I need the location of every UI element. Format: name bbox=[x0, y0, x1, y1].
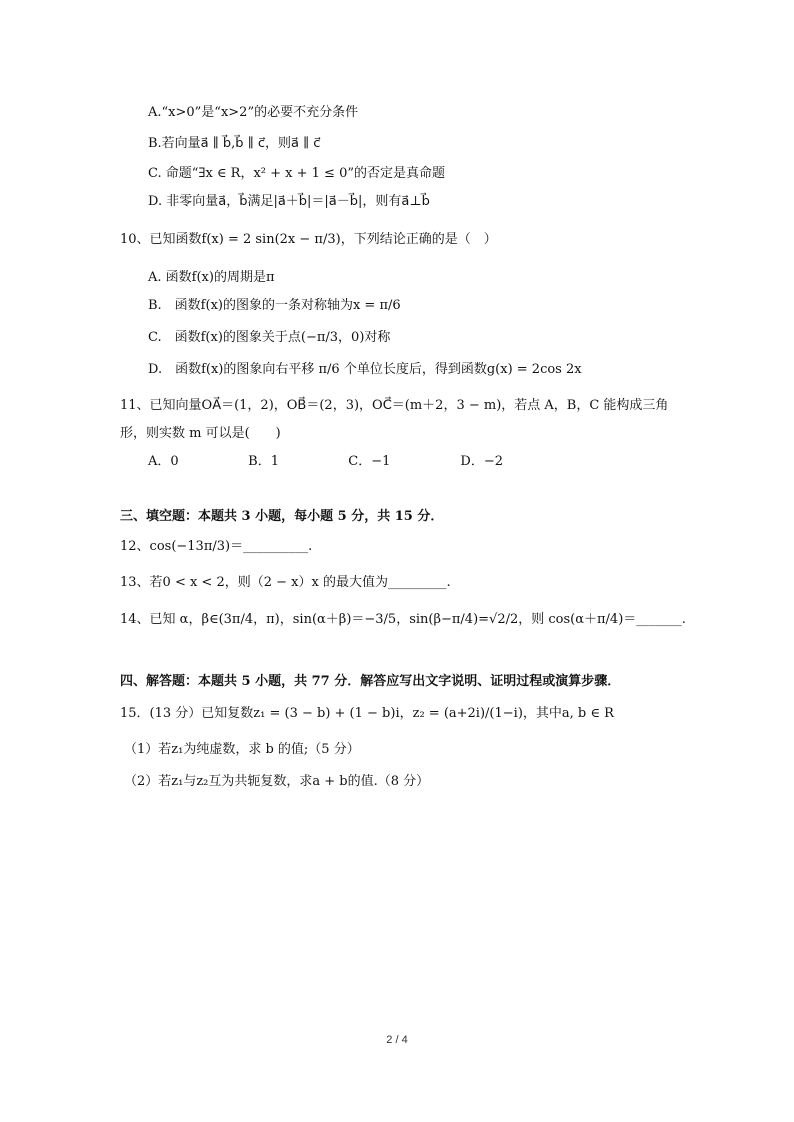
q11-option-d: D．−2 bbox=[460, 454, 504, 469]
q9-option-a: A.“x>0”是“x>2”的必要不充分条件 bbox=[148, 105, 359, 120]
question-15: 15．(13 分）已知复数z₁ = (3 − b) + (1 − b)i，z₂ = (a+2i)/(1−i)，其中a, b ∈ R bbox=[120, 706, 614, 721]
question-11: 11、已知向量OA⃗＝(1，2)，OB⃗＝(2，3)，OC⃗＝(m＋2，3 − m)，若点 A，B，C 能构成三角 bbox=[120, 398, 669, 413]
q9-option-c: C. 命题“∃x ∈ R，x² + x + 1 ≤ 0”的否定是真命题 bbox=[148, 166, 445, 181]
section-4-heading: 四、解答题：本题共 5 小题，共 77 分．解答应写出文字说明、证明过程或演算步骤． bbox=[120, 674, 621, 689]
q15-part-1: （1）若z₁为纯虚数，求 b 的值;（5 分） bbox=[124, 742, 360, 757]
q9-option-b: B.若向量a⃗ ∥ b⃗,b⃗ ∥ c⃗，则a⃗ ∥ c⃗ bbox=[148, 136, 321, 151]
q11-option-a: A．0 bbox=[148, 454, 179, 469]
q11-options bbox=[148, 452, 503, 472]
q11-option-b: B．1 bbox=[248, 454, 279, 469]
page-number: 2 / 4 bbox=[386, 1034, 408, 1046]
q11-option-c: C．−1 bbox=[348, 454, 391, 469]
q10-option-a: A. 函数f(x)的周期是π bbox=[148, 270, 275, 285]
q10-option-d: D. 函数f(x)的图象向右平移 π/6 个单位长度后，得到函数g(x) = 2cos 2x bbox=[148, 362, 582, 377]
q15-part-2: （2）若z₁与z₂互为共轭复数，求a + b的值.（8 分） bbox=[124, 774, 430, 789]
q10-option-c: C. 函数f(x)的图象关于点(−π/3，0)对称 bbox=[148, 330, 391, 345]
q9-option-d: D. 非零向量a⃗，b⃗满足|a⃗＋b⃗|＝|a⃗－b⃗|，则有a⃗⊥b⃗ bbox=[148, 194, 430, 209]
question-14: 14、已知 α，β∈(3π/4，π)，sin(α＋β)＝−3/5，sin(β−π/4)=√2/2，则 cos(α＋π/4)＝_______. bbox=[120, 612, 686, 627]
section-3-heading: 三、填空题：本题共 3 小题，每小题 5 分，共 15 分． bbox=[120, 509, 444, 524]
question-12: 12、cos(−13π/3)＝__________. bbox=[120, 539, 313, 554]
question-13: 13、若0 < x < 2，则（2 − x）x 的最大值为_________. bbox=[120, 575, 451, 590]
question-11-cont: 形，则实数 m 可以是( ) bbox=[120, 426, 281, 441]
question-10: 10、已知函数f(x) = 2 sin(2x − π/3)，下列结论正确的是（ ） bbox=[120, 232, 497, 247]
q10-option-b: B. 函数f(x)的图象的一条对称轴为x = π/6 bbox=[148, 298, 401, 313]
